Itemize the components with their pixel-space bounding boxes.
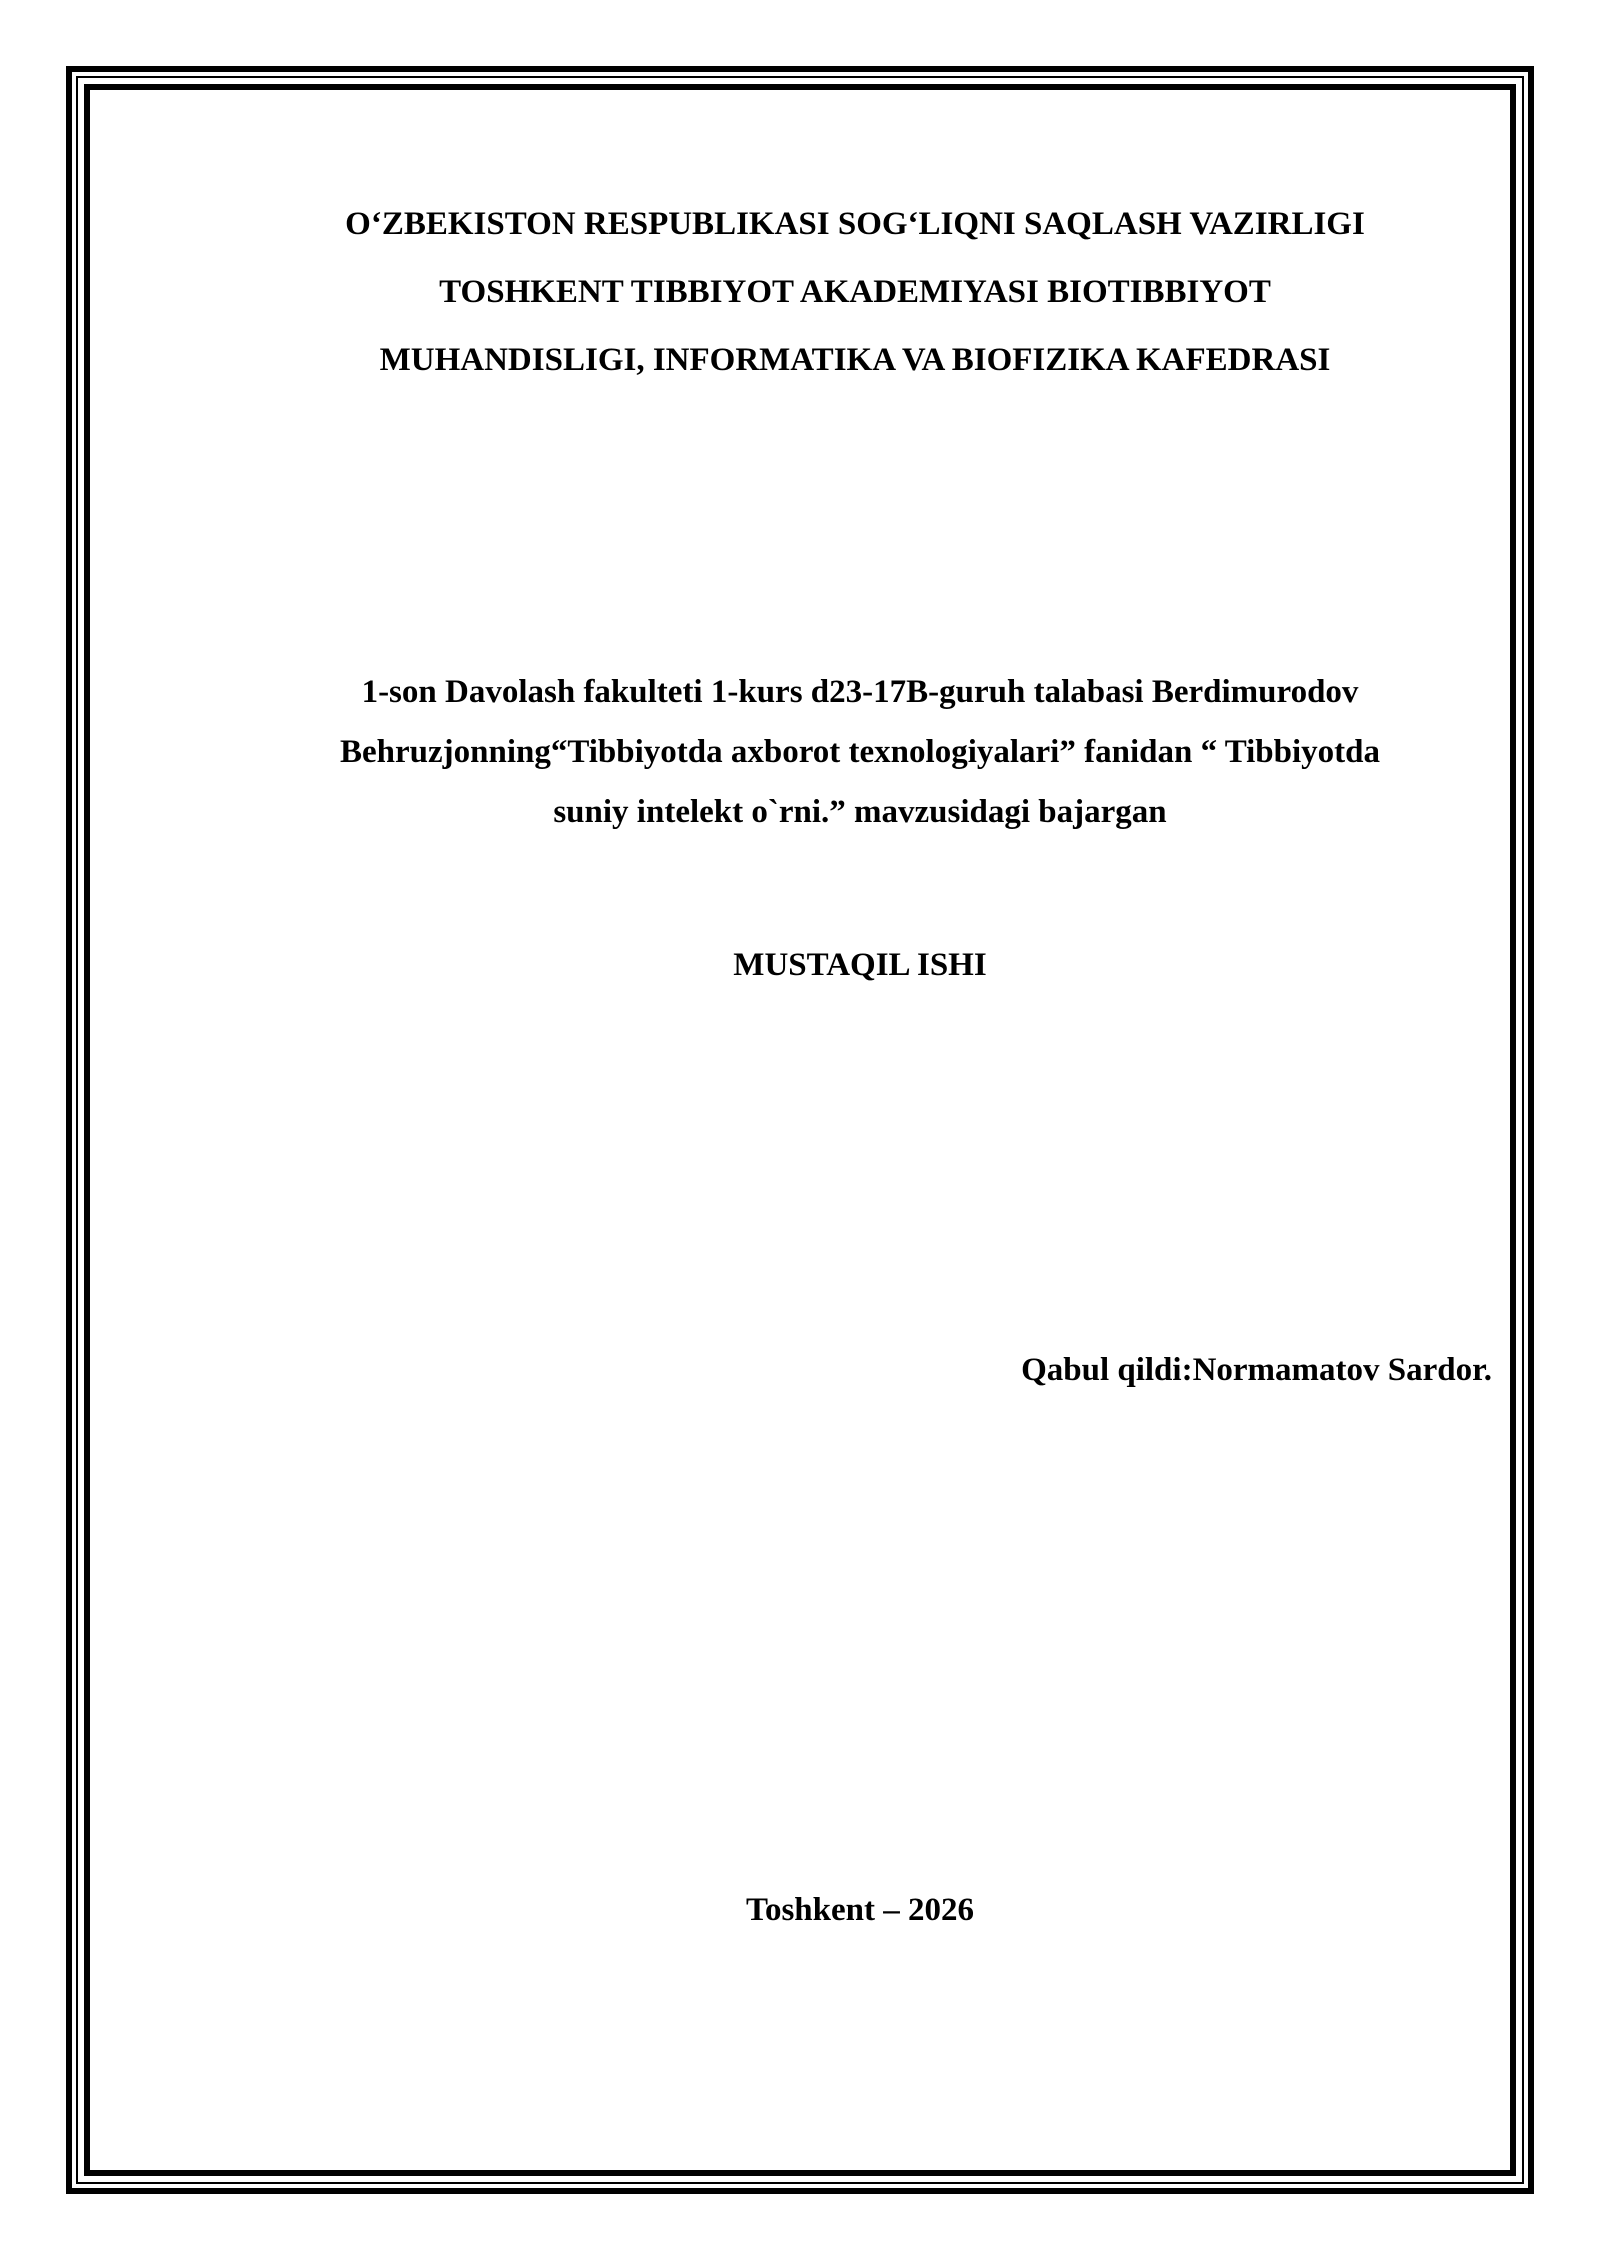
header-line-department: MUHANDISLIGI, INFORMATIKA VA BIOFIZIKA KAFEDRASI	[379, 342, 1331, 378]
work-type-title: MUSTAQIL ISHI	[733, 947, 987, 983]
description-line-1: 1-son Davolash fakulteti 1-kurs d23-17B-guruh talabasi Berdimurodov	[361, 674, 1359, 710]
accepted-by: Qabul qildi:Normamatov Sardor.	[1021, 1352, 1492, 1388]
institution-header	[0, 190, 1600, 394]
work-description	[0, 662, 1600, 842]
description-line-3: suniy intelekt o`rni.” mavzusidagi bajargan	[553, 794, 1167, 830]
place-and-year: Toshkent – 2026	[745, 1892, 975, 1928]
header-line-academy: TOSHKENT TIBBIYOT AKADEMIYASI BIOTIBBIYOT	[439, 274, 1271, 310]
description-line-2: Behruzjonning“Tibbiyotda axborot texnologiyalari” fanidan “ Tibbiyotda	[339, 734, 1381, 770]
header-line-ministry: O‘ZBEKISTON RESPUBLIKASI SOG‘LIQNI SAQLASH VAZIRLIGI	[345, 206, 1365, 242]
page-border-inner	[84, 84, 1516, 2176]
